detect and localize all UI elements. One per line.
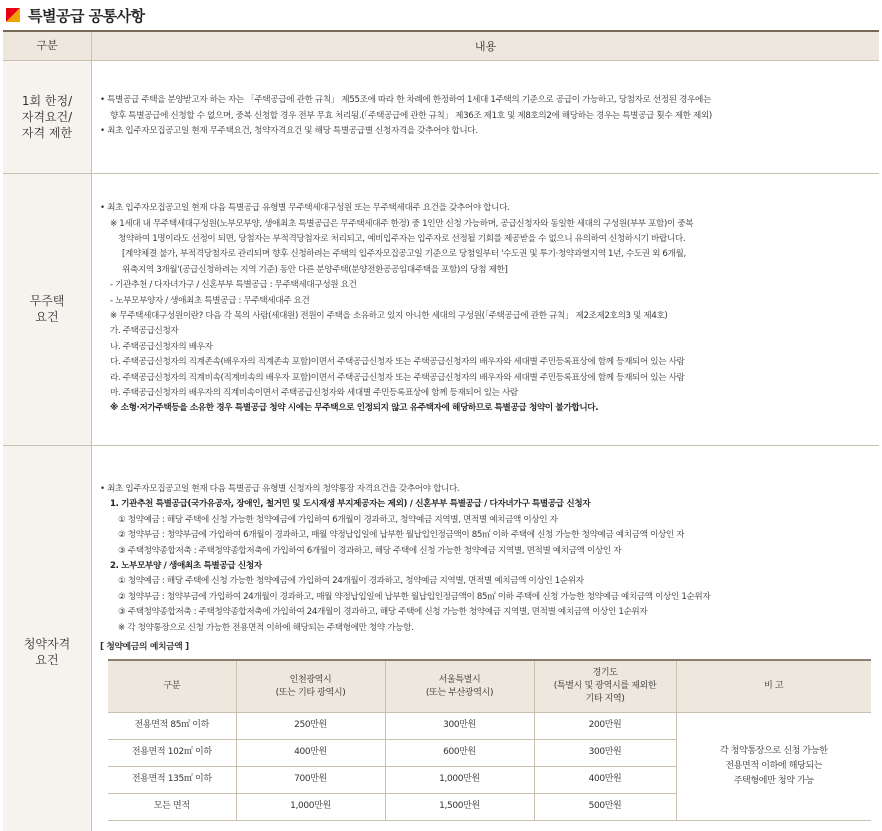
content-subheading: 1. 기관추천 특별공급(국가유공자, 장애인, 철거민 및 도시재생 부지제공자는 제외) / 신혼부부 특별공급 / 다자녀가구 특별공급 신청자 (110, 499, 591, 510)
deposit-gyeonggi: 400만원 (534, 766, 676, 793)
content-line: • 최초 입주자모집공고일 현재 무주택요건, 청약자격요건 및 해당 특별공급별 신청자격을 갖추어야 합니다. (100, 126, 478, 137)
deposit-area: 전용면적 135㎡ 이하 (108, 766, 236, 793)
deposit-incheon: 1,000만원 (236, 793, 385, 820)
table-row (3, 173, 879, 445)
content-line: ※ 각 청약통장으로 신청 가능한 전용면적 이하에 해당되는 주택형에만 청약 가능함. (118, 622, 414, 633)
content-subheading: 2. 노부모부양 / 생애최초 특별공급 신청자 (110, 561, 262, 572)
content-line: 위축지역 3개월'(공급신청하려는 지역 기준) 동안 다른 분양주택(분양전환공공임대주택을 포함)의 당첨 제한] (122, 264, 508, 275)
title-marker-icon (6, 8, 20, 22)
content-line: ③ 주택청약종합저축 : 주택청약종합저축에 가입하여 24개월이 경과하고, 해당 주택에 신청 가능한 청약예금 지역별, 면적별 예치금액 이상인 1순위자 (118, 607, 648, 618)
content-line: ③ 주택청약종합저축 : 주택청약종합저축에 가입하여 6개월이 경과하고, 해당 주택에 신청 가능한 청약예금 지역별, 면적별 예치금액 이상인 자 (118, 545, 622, 556)
content-line: ② 청약부금 : 청약부금에 가입하여 6개월이 경과하고, 매월 약정납입일에 납부한 월납입인정금액이 85㎡ 이하 주택에 신청 가능한 청약예금 예치금액 이상인 자 (118, 530, 685, 541)
header-category: 구분 (3, 31, 92, 60)
section-title-bar (6, 4, 145, 26)
deposit-seoul: 300만원 (385, 712, 534, 739)
deposit-gyeonggi: 200만원 (534, 712, 676, 739)
content-line: ① 청약예금 : 해당 주택에 신청 가능한 청약예금에 가입하여 24개월이 경과하고, 청약예금 지역별, 면적별 예치금액 이상인 1순위자 (118, 576, 584, 587)
row-label: 무주택 요건 (3, 173, 92, 445)
deposit-amount-table (108, 659, 871, 821)
content-line: 라. 주택공급신청자의 직계비속(직계비속의 배우자 포함)이면서 주택공급신청자 또는 주택공급신청자의 배우자와 세대별 주민등록표상에 함께 등재되어 있는 사람 (110, 372, 685, 383)
content-line: 가. 주택공급신청자 (110, 326, 179, 337)
content-line: [계약체결 불가, 부적격당첨자로 관리되며 향후 신청하려는 주택의 입주자모집공고일 기준으로 당첨일부터 '수도권 및 투기·청약과열지역 1년, 수도권 외 6개월, (122, 249, 686, 260)
content-line: ※ 무주택세대구성원이란? 다음 각 목의 사람(세대원) 전원이 주택을 소유하고 있지 아니한 세대의 구성원(「주택공급에 관한 규칙」 제2조제2호의3 및 제4호) (110, 311, 668, 321)
deposit-header-gyeonggi: 경기도 (특별시 및 광역시를 제외한 기타 지역) (534, 660, 676, 712)
content-line: 나. 주택공급신청자의 배우자 (110, 341, 213, 352)
table-header-row (3, 31, 879, 60)
deposit-area: 전용면적 85㎡ 이하 (108, 712, 236, 739)
deposit-header-incheon: 인천광역시 (또는 기타 광역시) (236, 660, 385, 712)
deposit-incheon: 400만원 (236, 739, 385, 766)
deposit-seoul: 600만원 (385, 739, 534, 766)
content-line: • 최초 입주자모집공고일 현재 다음 특별공급 유형별 무주택세대구성원 또는 무주택세대주 요건을 갖추어야 합니다. (100, 203, 510, 214)
content-line: - 노부모부양자 / 생애최초 특별공급 : 무주택세대주 요건 (110, 295, 310, 306)
table-row (3, 60, 879, 173)
content-line: 청약하여 1명이라도 선정이 되면, 당첨자는 부적격당첨자로 처리되고, 예비입주자는 입주자로 선정될 기회를 제공받을 수 없으니 유의하여 신청하시기 바랍니다. (118, 233, 686, 244)
content-line: 향후 특별공급에 신청할 수 없으며, 중복 신청할 경우 전부 무효 처리됨.(「주택공급에 관한 규칙」 제36조 제1호 및 제8호의2에 해당하는 경우는 특별공급 횟수 제한 제외) (110, 110, 712, 121)
content-line: - 기관추천 / 다자녀가구 / 신혼부부 특별공급 : 무주택세대구성원 요건 (110, 280, 357, 291)
common-matters-table (3, 30, 879, 831)
row-content (92, 445, 880, 831)
content-line-emphasis: ※ 소형·저가주택등을 소유한 경우 특별공급 청약 시에는 무주택으로 인정되지 않고 유주택자에 해당하므로 특별공급 청약이 불가합니다. (110, 403, 599, 414)
deposit-seoul: 1,000만원 (385, 766, 534, 793)
deposit-area: 모든 면적 (108, 793, 236, 820)
section-title: 특별공급 공통사항 (28, 6, 145, 25)
content-line: • 특별공급 주택을 분양받고자 하는 자는 「주택공급에 관한 규칙」 제55조에 따라 한 차례에 한정하여 1세대 1주택의 기준으로 공급이 가능하고, 당첨자로 선정된 경우에는 (100, 95, 711, 106)
deposit-header-category: 구분 (108, 660, 236, 712)
deposit-gyeonggi: 500만원 (534, 793, 676, 820)
deposit-incheon: 250만원 (236, 712, 385, 739)
row-label: 1회 한정/ 자격요건/ 자격 제한 (3, 60, 92, 173)
content-line: ① 청약예금 : 해당 주택에 신청 가능한 청약예금에 가입하여 6개월이 경과하고, 청약예금 지역별, 면적별 예치금액 이상인 자 (118, 514, 558, 525)
content-line: 마. 주택공급신청자의 배우자의 직계비속이면서 주택공급신청자와 세대별 주민등록표상에 함께 등재되어 있는 사람 (110, 388, 518, 399)
header-content: 내용 (92, 31, 880, 60)
deposit-header-seoul: 서울특별시 (또는 부산광역시) (385, 660, 534, 712)
deposit-row (108, 712, 871, 739)
content-line: ※ 1세대 내 무주택세대구성원(노부모부양, 생애최초 특별공급은 무주택세대주 한정) 중 1인만 신청 가능하며, 공급신청자와 동일한 세대의 구성원(부부 포함)이 중복 (110, 218, 694, 229)
deposit-note: 각 청약통장으로 신청 가능한 전용면적 이하에 해당되는 주택형에만 청약 가능 (676, 712, 871, 820)
table-row (3, 445, 879, 831)
content-line: 다. 주택공급신청자의 직계존속(배우자의 직계존속 포함)이면서 주택공급신청자 또는 주택공급신청자의 배우자와 세대별 주민등록표상에 함께 등재되어 있는 사람 (110, 357, 685, 368)
row-content (92, 173, 880, 445)
row-content (92, 60, 880, 173)
row-label: 청약자격 요건 (3, 445, 92, 831)
content-line: ② 청약부금 : 청약부금에 가입하여 24개월이 경과하고, 매월 약정납입일에 납부한 월납입인정금액이 85㎡ 이하 주택에 신청 가능한 청약예금 예치금액 이상인 1순위자 (118, 591, 711, 602)
deposit-header-note: 비 고 (676, 660, 871, 712)
deposit-table-title: [ 청약예금의 예치금액 ] (100, 642, 189, 653)
deposit-incheon: 700만원 (236, 766, 385, 793)
content-line: • 최초 입주자모집공고일 현재 다음 특별공급 유형별 신청자의 청약통장 자격요건을 갖추어야 합니다. (100, 484, 460, 495)
deposit-gyeonggi: 300만원 (534, 739, 676, 766)
deposit-seoul: 1,500만원 (385, 793, 534, 820)
deposit-header-row (108, 660, 871, 712)
deposit-area: 전용면적 102㎡ 이하 (108, 739, 236, 766)
